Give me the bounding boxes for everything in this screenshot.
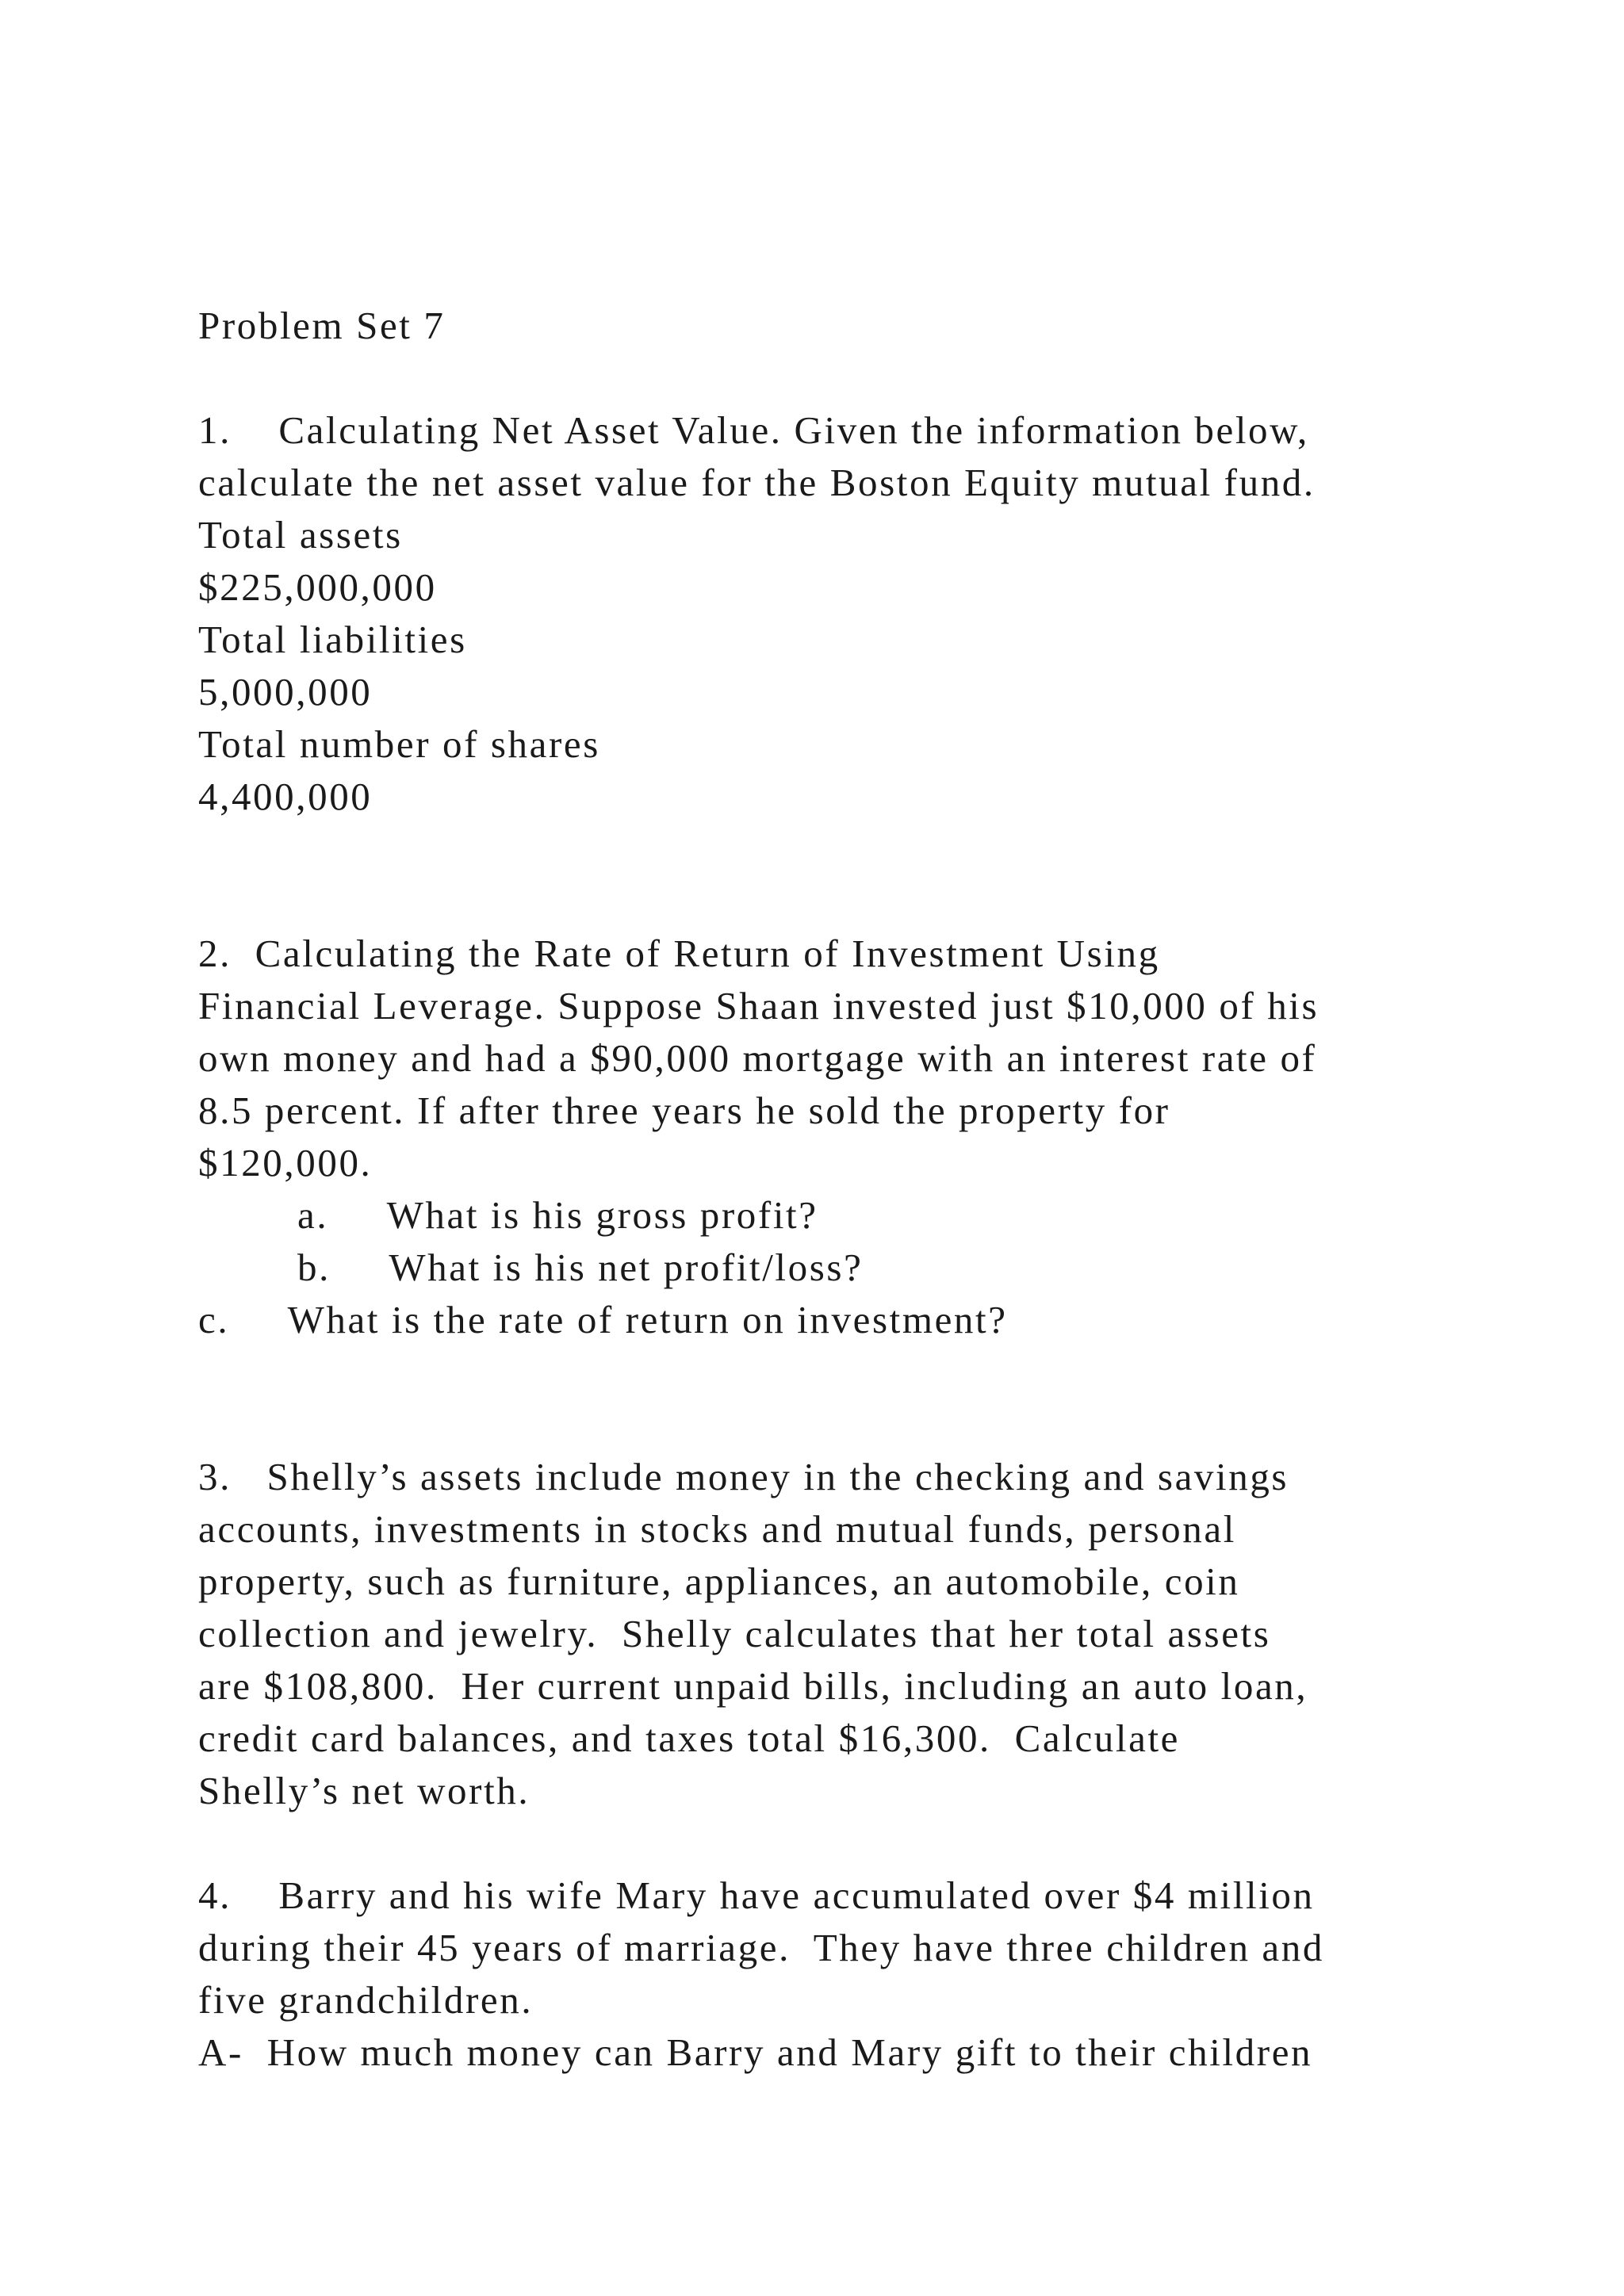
problem-1-line-2: calculate the net asset value for the Boston Equity mutual fund. (198, 461, 1316, 504)
page-title: Problem Set 7 (198, 304, 446, 347)
problem-4-line-4: A- How much money can Barry and Mary gift to their children (198, 2030, 1313, 2074)
problem-2-line-1: 2. Calculating the Rate of Return of Investment Using (198, 932, 1160, 975)
problem-1-data-value-liabilities: 5,000,000 (198, 670, 373, 714)
problem-1-line-1: 1. Calculating Net Asset Value. Given the information below, (198, 408, 1309, 452)
problem-4-line-3: five grandchildren. (198, 1978, 534, 2022)
problem-1-data-value-assets: $225,000,000 (198, 565, 437, 609)
problem-4-line-1: 4. Barry and his wife Mary have accumulated over $4 million (198, 1873, 1315, 1917)
problem-1-data-label-liabilities: Total liabilities (198, 618, 467, 661)
problem-3-line-2: accounts, investments in stocks and mutual funds, personal (198, 1507, 1236, 1551)
problem-2-line-4: 8.5 percent. If after three years he sold the property for (198, 1089, 1170, 1132)
problem-2-subitem-a: a. What is his gross profit? (297, 1193, 818, 1237)
problem-2-line-2: Financial Leverage. Suppose Shaan invested just $10,000 of his (198, 984, 1320, 1027)
problem-3-line-6: credit card balances, and taxes total $16,300. Calculate (198, 1716, 1181, 1760)
problem-3-line-7: Shelly’s net worth. (198, 1769, 530, 1812)
problem-3-line-3: property, such as furniture, appliances, an automobile, coin (198, 1559, 1240, 1603)
problem-2-line-5: $120,000. (198, 1141, 373, 1184)
problem-3-line-4: collection and jewelry. Shelly calculates that her total assets (198, 1612, 1271, 1655)
problem-2-subitem-b: b. What is his net profit/loss? (297, 1246, 864, 1289)
problem-1-data-value-shares: 4,400,000 (198, 775, 373, 818)
problem-3-line-5: are $108,800. Her current unpaid bills, including an auto loan, (198, 1664, 1308, 1708)
problem-2-subitem-c: c. What is the rate of return on investment? (198, 1298, 1008, 1341)
problem-4-line-2: during their 45 years of marriage. They have three children and (198, 1926, 1324, 1969)
problem-2-line-3: own money and had a $90,000 mortgage with an interest rate of (198, 1036, 1317, 1080)
problem-3-line-1: 3. Shelly’s assets include money in the checking and savings (198, 1455, 1289, 1498)
problem-1-data-label-assets: Total assets (198, 513, 403, 557)
problem-1-data-label-shares: Total number of shares (198, 722, 600, 766)
